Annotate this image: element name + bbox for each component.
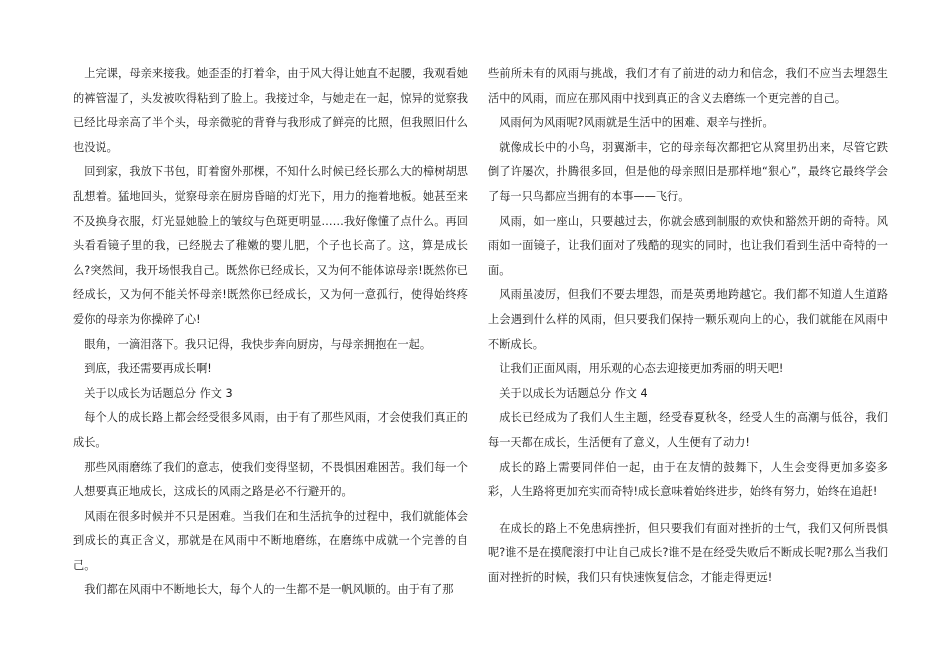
section-heading: 关于以成长为话题总分 作文 3: [84, 386, 233, 400]
paragraph: 就像成长中的小鸟，羽翼渐丰，它的母亲每次都把它从窝里扔出来，尽管它跌倒了许屡次，扑腾很多回，但是他的母亲照旧是那样地“狠心”，最终它最终学会了每一只鸟都应当拥有的本事——飞行。: [488, 140, 888, 203]
paragraph: 成长的路上需要同伴伯一起，由于在友情的鼓舞下，人生会变得更加多姿多彩，人生路将更加充实而奇特!成长意味着始终进步，始终有努力，始终在追赶!: [488, 460, 888, 499]
paragraph: 些前所未有的风雨与挑战，我们才有了前进的动力和信念，我们不应当去埋怨生活中的风雨，而应在那风雨中找到真正的含义去磨练一个更完善的自己。: [488, 67, 888, 105]
paragraph: 风雨虽凌厉，但我们不要去埋怨，而是英勇地跨越它。我们都不知道人生道路上会遇到什么样的风雨，但只要我们保持一颗乐观向上的心，我们就能在风雨中不断成长。: [488, 288, 888, 351]
section-heading: 关于以成长为话题总分 作文 4: [499, 386, 648, 400]
paragraph: 在成长的路上不免患病挫折，但只要我们有面对挫折的士气，我们又何所畏惧呢?谁不是在摸爬滚打中让自己成长?谁不是在经受失败后不断成长呢?那么当我们面对挫折的时候，我们只有快速恢复信念，才能走得更远!: [488, 521, 888, 584]
paragraph: 风雨在很多时候并不只是困难。当我们在和生活抗争的过程中，我们就能体会到成长的真正含义，那就是在风雨中不断地磨练，在磨练中成就一个完善的自己。: [73, 509, 468, 572]
paragraph: 回到家，我放下书包，盯着窗外那棵，不知什么时候已经长那么大的樟树胡思乱想着。猛地回头，觉察母亲在厨房昏暗的灯光下，用力的拖着地板。她甚至来不及换身衣服，灯光显她脸上的皱纹与色斑更明显……我好像懂了点什么。再回头看看镜子里的我，已经脱去了稚嫩的婴儿肥，个子也长高了。这，算是成长么?突然间，我开场恨我自己。既然你已经成长，又为何不能体谅母亲!既然你已经成长，又为何不能关怀母亲!既然你已经成长，又为何一意孤行，使得始终疼爱你的母亲为你操碎了心!: [73, 165, 468, 326]
paragraph: 眼角，一滴泪落下。我只记得，我快步奔向厨房，与母亲拥抱在一起。: [84, 337, 432, 351]
paragraph: 风雨何为风雨呢?风雨就是生活中的困难、艰辛与挫折。: [499, 116, 774, 130]
paragraph: 我们都在风雨中不断地长大，每个人的一生都不是一帆风顺的。由于有了那: [84, 583, 454, 597]
paragraph: 成长已经成为了我们人生主题，经受春夏秋冬，经受人生的高潮与低谷，我们每一天都在成长，生活便有了意义，人生便有了动力!: [488, 411, 888, 449]
paragraph: 那些风雨磨练了我们的意志，使我们变得坚韧，不畏惧困难困苦。我们每一个人想要真正地成长，这成长的风雨之路是必不行避开的。: [73, 460, 468, 499]
paragraph: 让我们正面风雨，用乐观的心态去迎接更加秀丽的明天吧!: [499, 362, 784, 376]
paragraph: 每个人的成长路上都会经受很多风雨，由于有了那些风雨，才会使我们真正的成长。: [73, 411, 468, 449]
right-column: [488, 62, 888, 590]
left-column: [73, 62, 468, 603]
paragraph: 风雨，如一座山，只要越过去，你就会感到制服的欢快和豁然开朗的奇特。风雨如一面镜子，让我们面对了残酷的现实的同时，也让我们看到生活中奇特的一面。: [488, 214, 888, 277]
paragraph-gap: [488, 505, 888, 517]
paragraph: 上完课，母亲来接我。她歪歪的打着伞，由于风大得让她直不起腰，我观看她的裤管湿了，头发被吹得粘到了脸上。我接过伞，与她走在一起，惊异的觉察我已经比母亲高了半个头，母亲微驼的背脊与我形成了鲜亮的比照，但我照旧什么也没说。: [73, 67, 468, 154]
paragraph: 到底，我还需要再成长啊!: [84, 362, 212, 376]
